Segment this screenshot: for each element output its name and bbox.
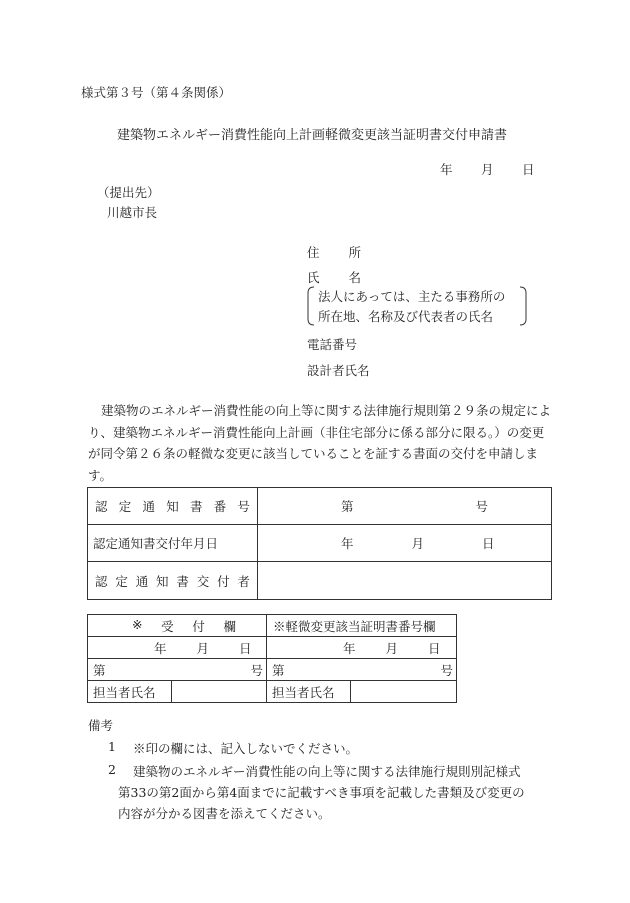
right-bracket-icon <box>519 286 527 326</box>
date-year: 年 <box>440 162 453 177</box>
name-label: 氏 名 <box>307 270 361 285</box>
note-1-text: ※印の欄には、記入しないでください。 <box>133 741 359 756</box>
date-day: 日 <box>522 162 535 177</box>
cert-number-header: ※軽微変更該当証明書番号欄 <box>267 615 457 637</box>
address-label: 住 所 <box>307 245 361 260</box>
designer-label: 設計者氏名 <box>307 363 370 378</box>
certificate-table <box>87 487 552 600</box>
note-1-number: 1 <box>108 739 116 754</box>
corporate-note: 法人にあっては、主たる事務所の 所在地、名称及び代表者の氏名 <box>307 286 527 326</box>
cert-number-label: 認 定 通 知 書 番 号 <box>88 488 258 525</box>
body-text: 建築物のエネルギー消費性能の向上等に関する法律施行規則第２９条の規定により、建築物エネルギー消費性能向上計画（非住宅部分に係る部分に限る。）の変更が同令第２６条の軽微な変更に該当していることを証する書面の交付を申請します。 <box>88 403 552 483</box>
reception-person-label: 担当者氏名 <box>88 681 172 703</box>
reception-number-field[interactable]: 第 号 <box>88 659 267 681</box>
issue-number-field[interactable]: 第 号 <box>267 659 457 681</box>
issue-person-label: 担当者氏名 <box>267 681 351 703</box>
notes-heading: 備考 <box>88 718 114 733</box>
reception-date-field[interactable]: 年 月 日 <box>88 637 267 659</box>
note-2-number: 2 <box>108 762 116 777</box>
cert-number-field[interactable]: 第 号 <box>258 488 552 525</box>
note-2-text-line3: 内容が分かる図書を添えてください。 <box>118 806 331 821</box>
submit-to-label: （提出先） <box>97 185 160 200</box>
left-bracket-icon <box>307 286 315 326</box>
reception-person-field[interactable] <box>172 681 267 703</box>
issue-person-field[interactable] <box>351 681 457 703</box>
reception-header: ※ 受 付 欄 <box>88 615 267 637</box>
cert-issuer-label: 認 定 通 知 書 交 付 者 <box>88 562 258 600</box>
form-number: 様式第３号（第４条関係） <box>81 85 232 100</box>
cert-date-field[interactable]: 年 月 日 <box>258 525 552 562</box>
cert-issuer-field[interactable] <box>258 562 552 600</box>
note-2-text-line2: 第33の第2面から第4面までに記載すべき事項を記載した書類及び変更の <box>118 785 525 800</box>
note-2-text-line1: 建築物のエネルギー消費性能の向上等に関する法律施行規則別記様式 <box>133 764 521 779</box>
phone-label: 電話番号 <box>307 337 358 352</box>
document-title: 建築物エネルギー消費性能向上計画軽微変更該当証明書交付申請書 <box>117 128 508 143</box>
submit-to-name: 川越市長 <box>107 205 158 220</box>
reception-table <box>87 614 457 703</box>
issue-date-field[interactable]: 年 月 日 <box>267 637 457 659</box>
date-month: 月 <box>481 162 494 177</box>
cert-date-label: 認定通知書交付年月日 <box>88 525 258 562</box>
